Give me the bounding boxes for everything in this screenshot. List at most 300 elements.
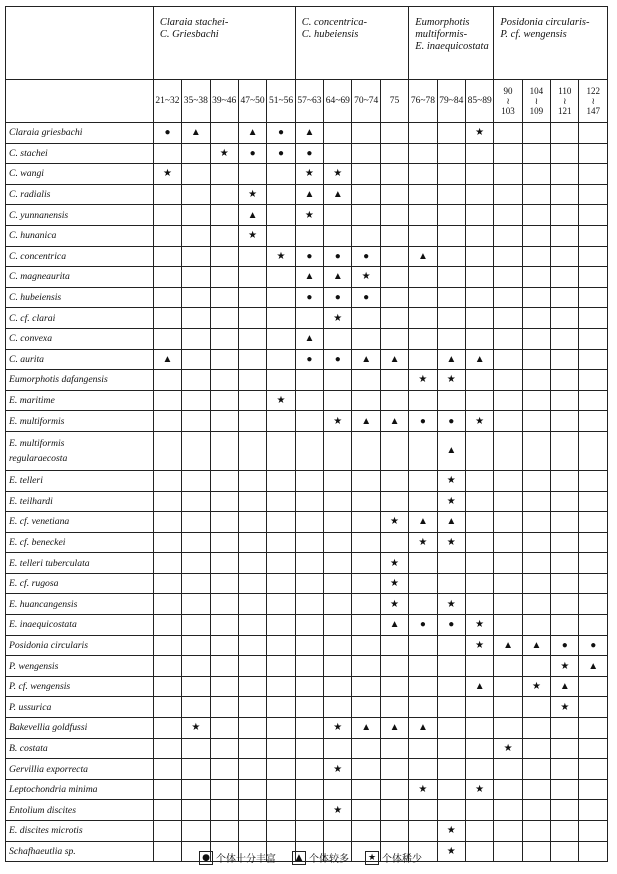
species-name-text: Eumorphotis dafangensis xyxy=(9,374,108,386)
occurrence-cell xyxy=(267,491,295,512)
occurrence-cell xyxy=(522,246,550,267)
occurrence-cell xyxy=(267,532,295,553)
occurrence-cell xyxy=(324,738,352,759)
species-name-text: C. yunnanensis xyxy=(9,209,69,221)
occurrence-cell xyxy=(465,143,493,164)
occurrence-cell xyxy=(267,308,295,329)
sample-range-label: 21~32 xyxy=(153,80,181,123)
occurrence-cell xyxy=(437,470,465,491)
occurrence-cell xyxy=(324,800,352,821)
occurrence-cell xyxy=(437,431,465,470)
occurrence-rare-icon: ★ xyxy=(390,557,400,569)
occurrence-cell xyxy=(352,759,380,780)
table-row xyxy=(6,328,608,349)
occurrence-cell xyxy=(324,615,352,636)
occurrence-cell xyxy=(380,594,408,615)
occurrence-cell xyxy=(551,287,579,308)
occurrence-cell xyxy=(210,697,238,718)
occurrence-cell xyxy=(210,553,238,574)
occurrence-cell xyxy=(551,431,579,470)
occurrence-cell xyxy=(210,328,238,349)
occurrence-cell xyxy=(380,246,408,267)
zone-line: C. hubeiensis xyxy=(301,29,359,40)
occurrence-cell xyxy=(352,656,380,677)
occurrence-rare-icon: ★ xyxy=(418,374,428,386)
occurrence-cell xyxy=(380,349,408,370)
occurrence-cell xyxy=(182,411,210,432)
occurrence-cell xyxy=(551,328,579,349)
occurrence-cell xyxy=(153,470,181,491)
occurrence-cell xyxy=(324,470,352,491)
occurrence-cell xyxy=(409,143,437,164)
table-row xyxy=(6,267,608,288)
occurrence-cell xyxy=(267,328,295,349)
occurrence-cell xyxy=(380,656,408,677)
occurrence-cell xyxy=(238,800,266,821)
occurrence-cell xyxy=(324,123,352,144)
species-name xyxy=(6,308,154,329)
occurrence-cell xyxy=(295,246,323,267)
occurrence-cell xyxy=(465,431,493,470)
occurrence-cell xyxy=(267,411,295,432)
zone-line: Posidonia circularis- xyxy=(500,17,590,28)
occurrence-cell xyxy=(153,759,181,780)
occurrence-common-icon: ▲ xyxy=(417,250,428,262)
occurrence-cell xyxy=(409,164,437,185)
occurrence-cell xyxy=(210,635,238,656)
table-row xyxy=(6,800,608,821)
occurrence-cell xyxy=(153,573,181,594)
occurrence-cell xyxy=(409,308,437,329)
occurrence-abundant-icon: ● xyxy=(306,250,313,262)
occurrence-cell xyxy=(153,328,181,349)
occurrence-cell xyxy=(437,370,465,391)
occurrence-rare-icon: ★ xyxy=(475,127,485,139)
occurrence-common-icon: ▲ xyxy=(190,127,201,139)
table-row xyxy=(6,123,608,144)
species-name-text: C. cf. clarai xyxy=(9,312,56,324)
occurrence-cell xyxy=(352,246,380,267)
occurrence-cell xyxy=(324,532,352,553)
occurrence-cell xyxy=(238,573,266,594)
occurrence-rare-icon: ★ xyxy=(333,763,343,775)
occurrence-abundant-icon: ● xyxy=(334,250,341,262)
occurrence-cell xyxy=(465,697,493,718)
occurrence-cell xyxy=(182,656,210,677)
sample-range-row xyxy=(6,80,608,123)
species-name-text: E. cf. beneckei xyxy=(9,536,66,548)
occurrence-cell xyxy=(579,431,608,470)
occurrence-cell xyxy=(324,821,352,842)
occurrence-cell xyxy=(210,267,238,288)
occurrence-cell xyxy=(352,635,380,656)
occurrence-cell xyxy=(210,164,238,185)
occurrence-cell xyxy=(409,205,437,226)
occurrence-cell xyxy=(210,184,238,205)
occurrence-rare-icon: ★ xyxy=(475,415,485,427)
occurrence-cell xyxy=(238,370,266,391)
occurrence-common-icon: ▲ xyxy=(332,189,343,201)
occurrence-cell xyxy=(551,308,579,329)
occurrence-rare-icon: ★ xyxy=(390,578,400,590)
occurrence-cell xyxy=(182,697,210,718)
occurrence-cell xyxy=(267,164,295,185)
occurrence-cell xyxy=(437,205,465,226)
occurrence-cell xyxy=(437,594,465,615)
zone-line: Claraia stachei- xyxy=(159,17,229,28)
occurrence-cell xyxy=(153,308,181,329)
occurrence-cell xyxy=(210,411,238,432)
occurrence-cell xyxy=(522,470,550,491)
occurrence-cell xyxy=(153,718,181,739)
occurrence-cell xyxy=(210,123,238,144)
occurrence-cell xyxy=(238,390,266,411)
occurrence-cell xyxy=(182,123,210,144)
occurrence-common-icon: ▲ xyxy=(247,209,258,221)
occurrence-cell xyxy=(465,308,493,329)
occurrence-cell xyxy=(210,779,238,800)
occurrence-cell xyxy=(267,143,295,164)
species-name-text: B. costata xyxy=(9,742,48,754)
occurrence-cell xyxy=(551,615,579,636)
occurrence-cell xyxy=(295,821,323,842)
occurrence-rare-icon: ★ xyxy=(333,415,343,427)
table-row xyxy=(6,532,608,553)
occurrence-cell xyxy=(153,512,181,533)
occurrence-cell xyxy=(494,431,522,470)
occurrence-abundant-icon: ● xyxy=(561,639,568,651)
occurrence-cell xyxy=(238,225,266,246)
occurrence-rare-icon: ★ xyxy=(446,845,456,857)
occurrence-cell xyxy=(238,267,266,288)
occurrence-cell xyxy=(182,615,210,636)
occurrence-cell xyxy=(409,184,437,205)
occurrence-cell xyxy=(352,594,380,615)
occurrence-cell xyxy=(494,390,522,411)
species-name xyxy=(6,267,154,288)
occurrence-cell xyxy=(295,370,323,391)
occurrence-cell xyxy=(324,718,352,739)
table-row xyxy=(6,718,608,739)
occurrence-cell xyxy=(551,635,579,656)
occurrence-cell xyxy=(380,143,408,164)
occurrence-cell xyxy=(409,370,437,391)
table-row xyxy=(6,164,608,185)
occurrence-cell xyxy=(551,738,579,759)
occurrence-cell xyxy=(352,512,380,533)
occurrence-cell xyxy=(210,390,238,411)
occurrence-cell xyxy=(494,491,522,512)
occurrence-cell xyxy=(182,573,210,594)
occurrence-cell xyxy=(579,225,608,246)
occurrence-cell xyxy=(437,738,465,759)
species-name xyxy=(6,370,154,391)
occurrence-cell xyxy=(465,390,493,411)
occurrence-cell xyxy=(182,205,210,226)
occurrence-cell xyxy=(182,349,210,370)
occurrence-cell xyxy=(579,779,608,800)
occurrence-cell xyxy=(551,370,579,391)
occurrence-common-icon: ▲ xyxy=(446,516,457,528)
species-name xyxy=(6,184,154,205)
occurrence-cell xyxy=(579,759,608,780)
table-row xyxy=(6,759,608,780)
occurrence-cell xyxy=(522,184,550,205)
sample-range-part: ≀ xyxy=(506,96,510,106)
occurrence-cell xyxy=(551,390,579,411)
occurrence-cell xyxy=(295,656,323,677)
occurrence-cell xyxy=(551,123,579,144)
sample-range-part: ≀ xyxy=(563,96,567,106)
occurrence-cell xyxy=(522,779,550,800)
occurrence-cell xyxy=(494,821,522,842)
occurrence-cell xyxy=(153,287,181,308)
sample-range-label: 57~63 xyxy=(295,80,323,123)
occurrence-cell xyxy=(551,594,579,615)
zone-line: Eumorphotis xyxy=(415,17,470,28)
occurrence-cell xyxy=(409,246,437,267)
occurrence-cell xyxy=(522,267,550,288)
occurrence-rare-icon: ★ xyxy=(418,536,428,548)
occurrence-cell xyxy=(465,532,493,553)
occurrence-cell xyxy=(551,676,579,697)
legend-label: 个体较多 xyxy=(309,854,349,865)
species-name-text: C. hubeiensis xyxy=(9,292,62,304)
occurrence-cell xyxy=(267,656,295,677)
occurrence-rare-icon: ★ xyxy=(503,742,513,754)
occurrence-cell xyxy=(551,718,579,739)
species-name xyxy=(6,164,154,185)
occurrence-cell xyxy=(437,635,465,656)
occurrence-cell xyxy=(352,308,380,329)
occurrence-cell xyxy=(153,738,181,759)
occurrence-cell xyxy=(494,738,522,759)
occurrence-cell xyxy=(238,184,266,205)
occurrence-cell xyxy=(267,738,295,759)
occurrence-abundant-icon: ● xyxy=(249,147,256,159)
occurrence-cell xyxy=(238,349,266,370)
species-name xyxy=(6,328,154,349)
species-name xyxy=(6,759,154,780)
occurrence-cell xyxy=(409,287,437,308)
sample-range-label xyxy=(579,80,608,123)
occurrence-cell xyxy=(522,370,550,391)
occurrence-cell xyxy=(324,390,352,411)
occurrence-abundant-icon: ● xyxy=(363,250,370,262)
table-row xyxy=(6,615,608,636)
occurrence-cell xyxy=(182,512,210,533)
occurrence-rare-icon: ★ xyxy=(446,374,456,386)
occurrence-rare-icon: ★ xyxy=(219,147,229,159)
species-name-text: Claraia griesbachi xyxy=(9,127,83,139)
occurrence-cell xyxy=(437,246,465,267)
table-row xyxy=(6,431,608,470)
occurrence-cell xyxy=(210,594,238,615)
species-name xyxy=(6,779,154,800)
zone-header xyxy=(494,7,608,80)
species-name xyxy=(6,287,154,308)
occurrence-cell xyxy=(295,532,323,553)
occurrence-cell xyxy=(465,370,493,391)
occurrence-cell xyxy=(324,411,352,432)
occurrence-cell xyxy=(295,738,323,759)
occurrence-cell xyxy=(380,676,408,697)
species-name-text: E. cf. rugosa xyxy=(9,578,59,590)
occurrence-cell xyxy=(437,390,465,411)
occurrence-cell xyxy=(182,553,210,574)
table-row xyxy=(6,676,608,697)
occurrence-cell xyxy=(324,491,352,512)
occurrence-cell xyxy=(522,225,550,246)
occurrence-cell xyxy=(153,553,181,574)
occurrence-abundant-icon: ● xyxy=(448,415,455,427)
occurrence-cell xyxy=(579,821,608,842)
occurrence-cell xyxy=(494,800,522,821)
occurrence-cell xyxy=(238,676,266,697)
occurrence-cell xyxy=(494,411,522,432)
occurrence-cell xyxy=(238,143,266,164)
occurrence-cell xyxy=(267,431,295,470)
occurrence-cell xyxy=(352,431,380,470)
occurrence-cell xyxy=(380,287,408,308)
table-row xyxy=(6,184,608,205)
occurrence-cell xyxy=(465,656,493,677)
species-name-text: C. radialis xyxy=(9,189,51,201)
occurrence-cell xyxy=(238,431,266,470)
occurrence-cell xyxy=(380,411,408,432)
occurrence-cell xyxy=(210,349,238,370)
occurrence-cell xyxy=(465,164,493,185)
zone-header-row xyxy=(6,7,608,80)
occurrence-cell xyxy=(437,676,465,697)
occurrence-cell xyxy=(324,267,352,288)
occurrence-cell xyxy=(267,512,295,533)
occurrence-abundant-icon: ● xyxy=(363,292,370,304)
occurrence-cell xyxy=(238,512,266,533)
occurrence-cell xyxy=(267,594,295,615)
occurrence-cell xyxy=(380,759,408,780)
zone-line: C. Griesbachi xyxy=(159,29,219,40)
occurrence-abundant-icon: ● xyxy=(277,127,285,139)
species-name xyxy=(6,143,154,164)
occurrence-cell xyxy=(238,553,266,574)
occurrence-cell xyxy=(551,512,579,533)
occurrence-cell xyxy=(522,431,550,470)
occurrence-abundant-icon: ● xyxy=(448,619,455,631)
occurrence-cell xyxy=(551,246,579,267)
occurrence-cell xyxy=(409,267,437,288)
occurrence-cell xyxy=(238,779,266,800)
species-name-text: Gervillia exporrecta xyxy=(9,763,88,775)
occurrence-cell xyxy=(153,123,181,144)
occurrence-cell xyxy=(238,615,266,636)
occurrence-cell xyxy=(324,225,352,246)
occurrence-cell xyxy=(551,470,579,491)
occurrence-rare-icon: ★ xyxy=(361,271,371,283)
occurrence-cell xyxy=(380,512,408,533)
occurrence-cell xyxy=(324,656,352,677)
occurrence-cell xyxy=(153,821,181,842)
occurrence-cell xyxy=(267,287,295,308)
occurrence-cell xyxy=(295,123,323,144)
occurrence-cell xyxy=(409,738,437,759)
occurrence-rare-icon: ★ xyxy=(248,230,258,242)
occurrence-cell xyxy=(465,635,493,656)
occurrence-cell xyxy=(295,225,323,246)
occurrence-cell xyxy=(324,431,352,470)
species-name-text: C. magneaurita xyxy=(9,271,70,283)
occurrence-cell xyxy=(295,491,323,512)
occurrence-cell xyxy=(380,573,408,594)
occurrence-cell xyxy=(352,267,380,288)
occurrence-abundant-icon: ● xyxy=(590,639,597,651)
occurrence-cell xyxy=(295,431,323,470)
occurrence-cell xyxy=(409,390,437,411)
occurrence-cell xyxy=(465,267,493,288)
sample-range-part: 147 xyxy=(586,106,600,116)
occurrence-cell xyxy=(182,246,210,267)
occurrence-rare-icon: ★ xyxy=(446,598,456,610)
sample-range-part: 90 xyxy=(503,86,513,96)
occurrence-cell xyxy=(522,759,550,780)
occurrence-cell xyxy=(153,491,181,512)
occurrence-cell xyxy=(295,800,323,821)
occurrence-cell xyxy=(380,738,408,759)
occurrence-cell xyxy=(324,635,352,656)
occurrence-cell xyxy=(380,184,408,205)
occurrence-cell xyxy=(409,225,437,246)
occurrence-cell xyxy=(494,615,522,636)
occurrence-cell xyxy=(551,800,579,821)
species-name xyxy=(6,225,154,246)
species-name-text: C. aurita xyxy=(9,353,44,365)
species-name xyxy=(6,738,154,759)
occurrence-cell xyxy=(437,411,465,432)
zone-line: multiformis- xyxy=(415,29,468,40)
species-name-text: E. teilhardi xyxy=(9,495,53,507)
sample-range-part: 103 xyxy=(501,106,515,116)
occurrence-cell xyxy=(494,594,522,615)
species-name-text: E. cf. venetiana xyxy=(9,516,70,528)
occurrence-cell xyxy=(153,615,181,636)
occurrence-cell xyxy=(437,123,465,144)
occurrence-cell xyxy=(238,308,266,329)
occurrence-cell xyxy=(324,573,352,594)
occurrence-cell xyxy=(210,532,238,553)
occurrence-cell xyxy=(182,491,210,512)
species-rows xyxy=(6,123,608,862)
occurrence-cell xyxy=(267,676,295,697)
occurrence-cell xyxy=(182,532,210,553)
occurrence-cell xyxy=(153,594,181,615)
occurrence-cell xyxy=(579,800,608,821)
occurrence-cell xyxy=(494,718,522,739)
occurrence-cell xyxy=(295,390,323,411)
occurrence-cell xyxy=(494,573,522,594)
species-name-text: Leptochondria minima xyxy=(9,784,98,796)
occurrence-cell xyxy=(437,718,465,739)
species-name-text: E. huancangensis xyxy=(9,598,78,610)
occurrence-cell xyxy=(551,821,579,842)
occurrence-cell xyxy=(182,800,210,821)
table-row xyxy=(6,308,608,329)
occurrence-cell xyxy=(551,267,579,288)
table-row xyxy=(6,779,608,800)
sample-range-part: ≀ xyxy=(591,96,595,106)
occurrence-cell xyxy=(551,143,579,164)
occurrence-common-icon: ▲ xyxy=(531,639,542,651)
occurrence-cell xyxy=(465,553,493,574)
